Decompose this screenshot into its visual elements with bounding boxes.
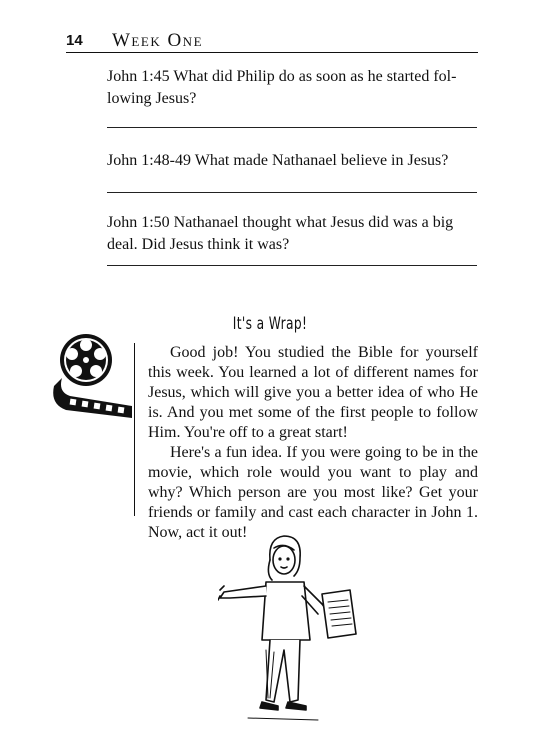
- question-3-line-2: deal. Did Jesus think it was?: [107, 236, 290, 253]
- wrap-body: [148, 343, 478, 543]
- answer-line-1[interactable]: [107, 127, 477, 128]
- answer-line-2[interactable]: [107, 192, 477, 193]
- sidebar-rule: [134, 343, 135, 516]
- question-2: John 1:48-49 What made Nathanael believe in Jesus?: [107, 152, 449, 169]
- girl-with-script-illustration: [218, 530, 368, 730]
- film-reel-icon: [48, 330, 134, 420]
- question-3: [107, 212, 479, 256]
- page-number: 14: [66, 32, 83, 49]
- question-1: [107, 66, 479, 110]
- question-3-line-1: John 1:50 Nathanael thought what Jesus did was a big: [107, 214, 454, 231]
- question-1-line-2: lowing Jesus?: [107, 90, 197, 107]
- running-header: [66, 30, 478, 53]
- wrap-paragraph-1: Good job! You studied the Bible for yourself this week. You learned a lot of different names for Jesus, which will give you a better idea of who He is. And you met some of the first people to follow Him. You're off to a great start!: [148, 344, 478, 441]
- answer-line-3[interactable]: [107, 265, 477, 266]
- running-head-title: Week One: [112, 30, 204, 51]
- wrap-paragraph-2: Here's a fun idea. If you were going to be in the movie, which role would you want to play and why? Which person are you most like? Get your friends or family and cast each character in John 1. Now, act it out!: [148, 444, 478, 541]
- question-1-line-1: John 1:45 What did Philip do as soon as he started fol-: [107, 68, 457, 85]
- section-title: It's a Wrap!: [232, 314, 308, 334]
